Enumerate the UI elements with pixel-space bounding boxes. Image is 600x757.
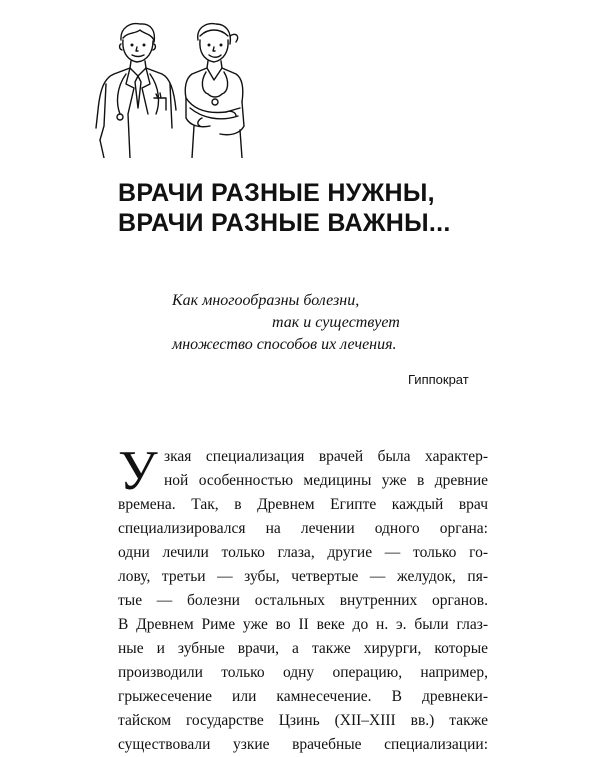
body-line-2: ной особенностью медицины уже в древние: [164, 472, 488, 489]
doctors-illustration-icon: [90, 18, 250, 158]
female-doctor-figure: [185, 24, 244, 158]
male-doctor-figure: [96, 24, 176, 158]
body-line-6: лову, третьи — зубы, четвертые — желудок, пя-: [118, 568, 488, 585]
epigraph-line-1: Как многообразны болезни,: [172, 292, 360, 309]
body-line-7: тые — болезни остальных внутренних органов.: [118, 592, 488, 609]
body-line-13: существовали узкие врачебные специализации:: [118, 736, 488, 753]
body-line-9: ные и зубные врачи, а также хирурги, которые: [118, 640, 488, 657]
body-line-8: В Древнем Риме уже во II веке до н. э. были глаз-: [118, 616, 488, 633]
epigraph-author: Гиппократ: [408, 372, 469, 387]
body-line-3: времена. Так, в Древнем Египте каждый врач: [118, 496, 488, 513]
body-line-10: производили только одну операцию, например,: [118, 664, 488, 681]
epigraph-line-2: так и существует: [272, 314, 400, 331]
epigraph-line-3: множество способов их лечения.: [172, 336, 397, 353]
chapter-title-line-1: ВРАЧИ РАЗНЫЕ НУЖНЫ,: [118, 179, 435, 207]
drop-cap: У: [118, 440, 158, 502]
body-line-5: одни лечили только глаза, другие — только го-: [118, 544, 488, 561]
chapter-title: [118, 178, 538, 238]
body-line-12: тайском государстве Цзинь (XII–XIII вв.) также: [118, 712, 488, 729]
body-line-4: специализировался на лечении одного органа:: [118, 520, 488, 537]
body-line-1: зкая специализация врачей была характер-: [164, 448, 488, 465]
body-line-11: грыжесечение или камнесечение. В древнеки-: [118, 688, 488, 705]
chapter-title-line-2: ВРАЧИ РАЗНЫЕ ВАЖНЫ...: [118, 209, 451, 237]
